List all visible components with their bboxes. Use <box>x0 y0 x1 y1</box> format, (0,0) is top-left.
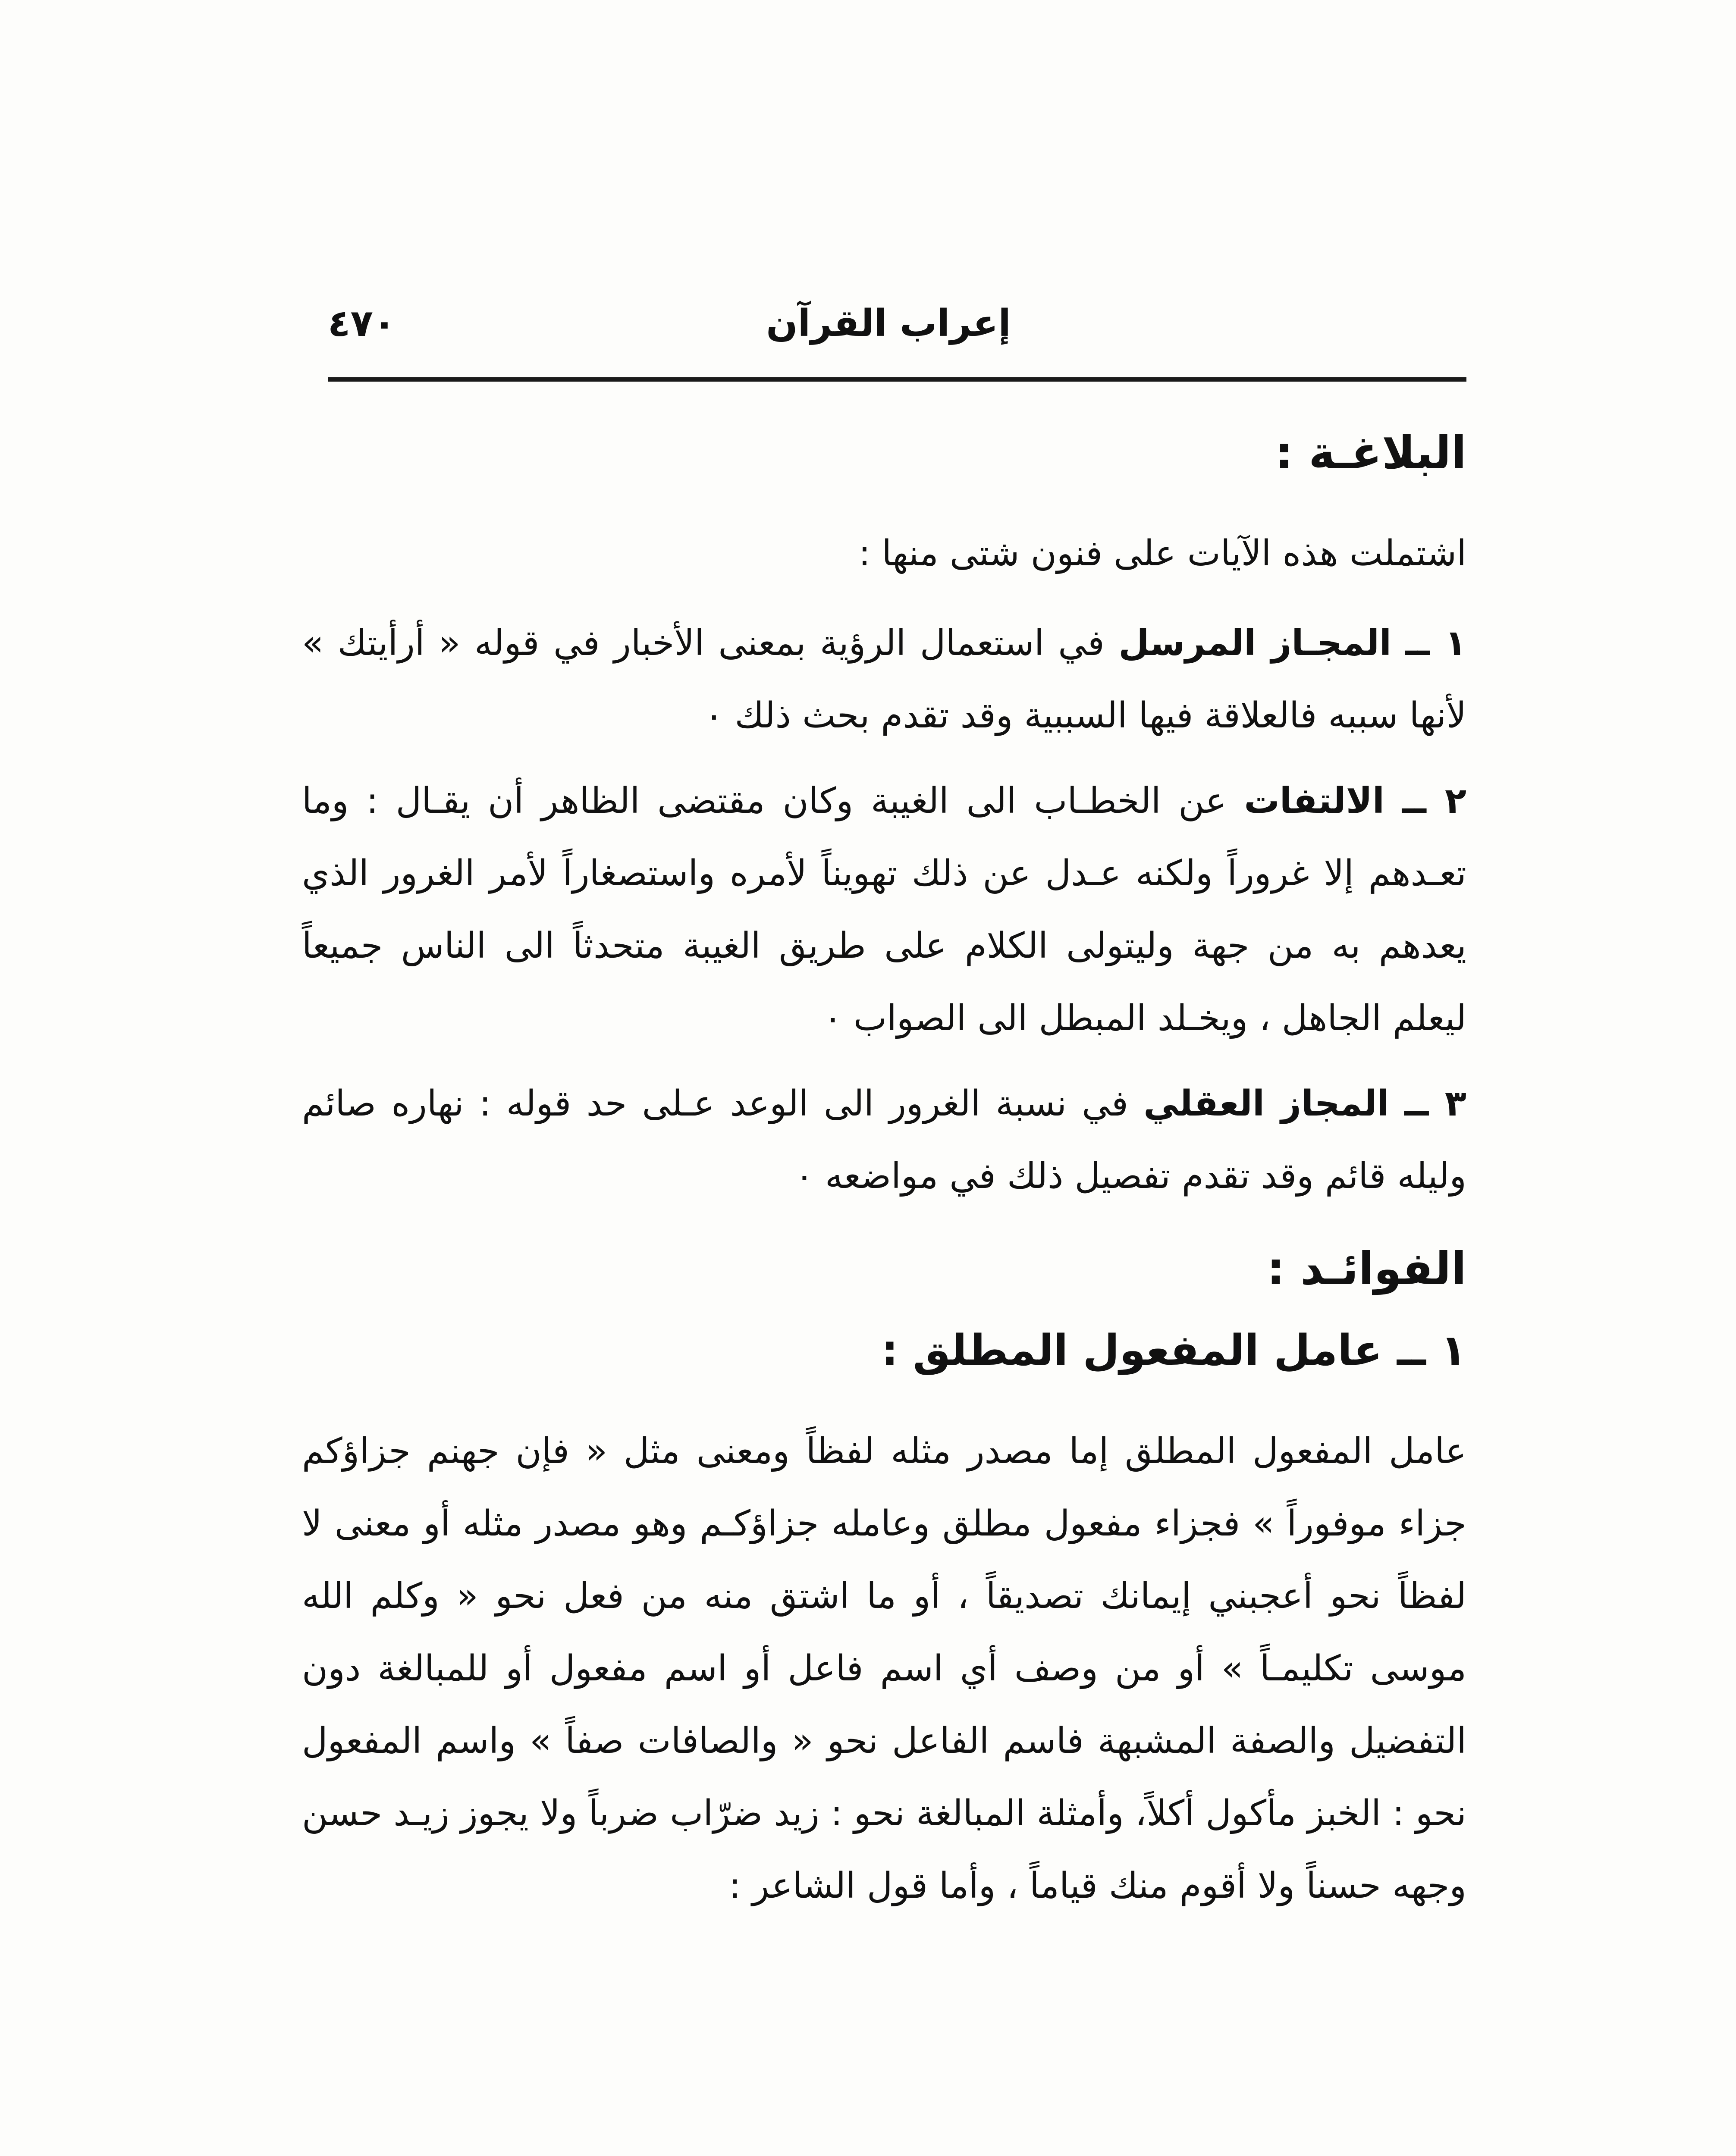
balagha-item-1 <box>302 607 1466 752</box>
fawaid-subheading: ١ ــ عامل المفعول المطلق : <box>881 1326 1466 1375</box>
running-title: إعراب القرآن <box>766 302 1011 345</box>
page-body <box>302 414 1466 1922</box>
item-text: في استعمال الرؤية بمعنى الأخبار في قوله « أرأيتك » لأنها سببه فالعلاقة فيها السببية وقد تقدم بحث ذلك ٠ <box>302 623 1466 736</box>
page-header <box>328 298 1466 362</box>
balagha-heading: البلاغـة : <box>1275 426 1466 479</box>
header-divider <box>328 377 1466 382</box>
item-term: المجـاز المرسل <box>1118 623 1392 664</box>
balagha-item-2 <box>302 765 1466 1055</box>
item-text: عن الخطـاب الى الغيبة وكان مقتضى الظاهر أن يقـال : وما تعـدهم إلا غروراً ولكنه عـدل عن ذلك تهويناً لأمره واستصغاراً لأمر الغرور الذي يعدهم به من جهة وليتولى الكلام على طريق الغيبة متحدثاً الى الناس جميعاً ليعلم الجاهل ، ويخـلد المبطل الى الصواب ٠ <box>302 780 1466 1039</box>
fawaid-body: عامل المفعول المطلق إما مصدر مثله لفظاً ومعنى مثل « فإن جهنم جزاؤكم جزاء موفوراً » فجزاء مفعول مطلق وعامله جزاؤكـم وهو مصدر مثله أو معنى لا لفظاً نحو أعجبني إيمانك تصديقاً ، أو ما اشتق منه من فعل نحو « وكلم الله موسى تكليمـاً » أو من وصف أي اسم فاعل أو اسم مفعول أو للمبالغة دون التفضيل والصفة المشبهة فاسم الفاعل نحو « والصافات صفاً » واسم المفعول نحو : الخبز مأكول أكلاً، وأمثلة المبالغة نحو : زيد ضرّاب ضرباً ولا يجوز زيـد حسن وجهه حسناً ولا أقوم منك قياماً ، وأما قول الشاعر : <box>302 1431 1466 1906</box>
page-number: ٤٧٠ <box>328 302 396 345</box>
balagha-item-3 <box>302 1068 1466 1213</box>
item-number: ١ ــ <box>1405 623 1466 664</box>
item-term: المجاز العقلي <box>1143 1083 1389 1124</box>
item-number: ٣ ــ <box>1404 1083 1466 1124</box>
balagha-intro: اشتملت هذه الآيات على فنون شتى منها : <box>858 533 1466 574</box>
item-text: في نسبة الغرور الى الوعد عـلى حد قوله : نهاره صائم وليله قائم وقد تقدم تفصيل ذلك في مواضعه ٠ <box>302 1083 1466 1197</box>
fawaid-heading: الفوائـد : <box>1267 1242 1466 1295</box>
item-term: الالتفات <box>1244 780 1384 821</box>
item-number: ٢ ــ <box>1402 780 1467 821</box>
